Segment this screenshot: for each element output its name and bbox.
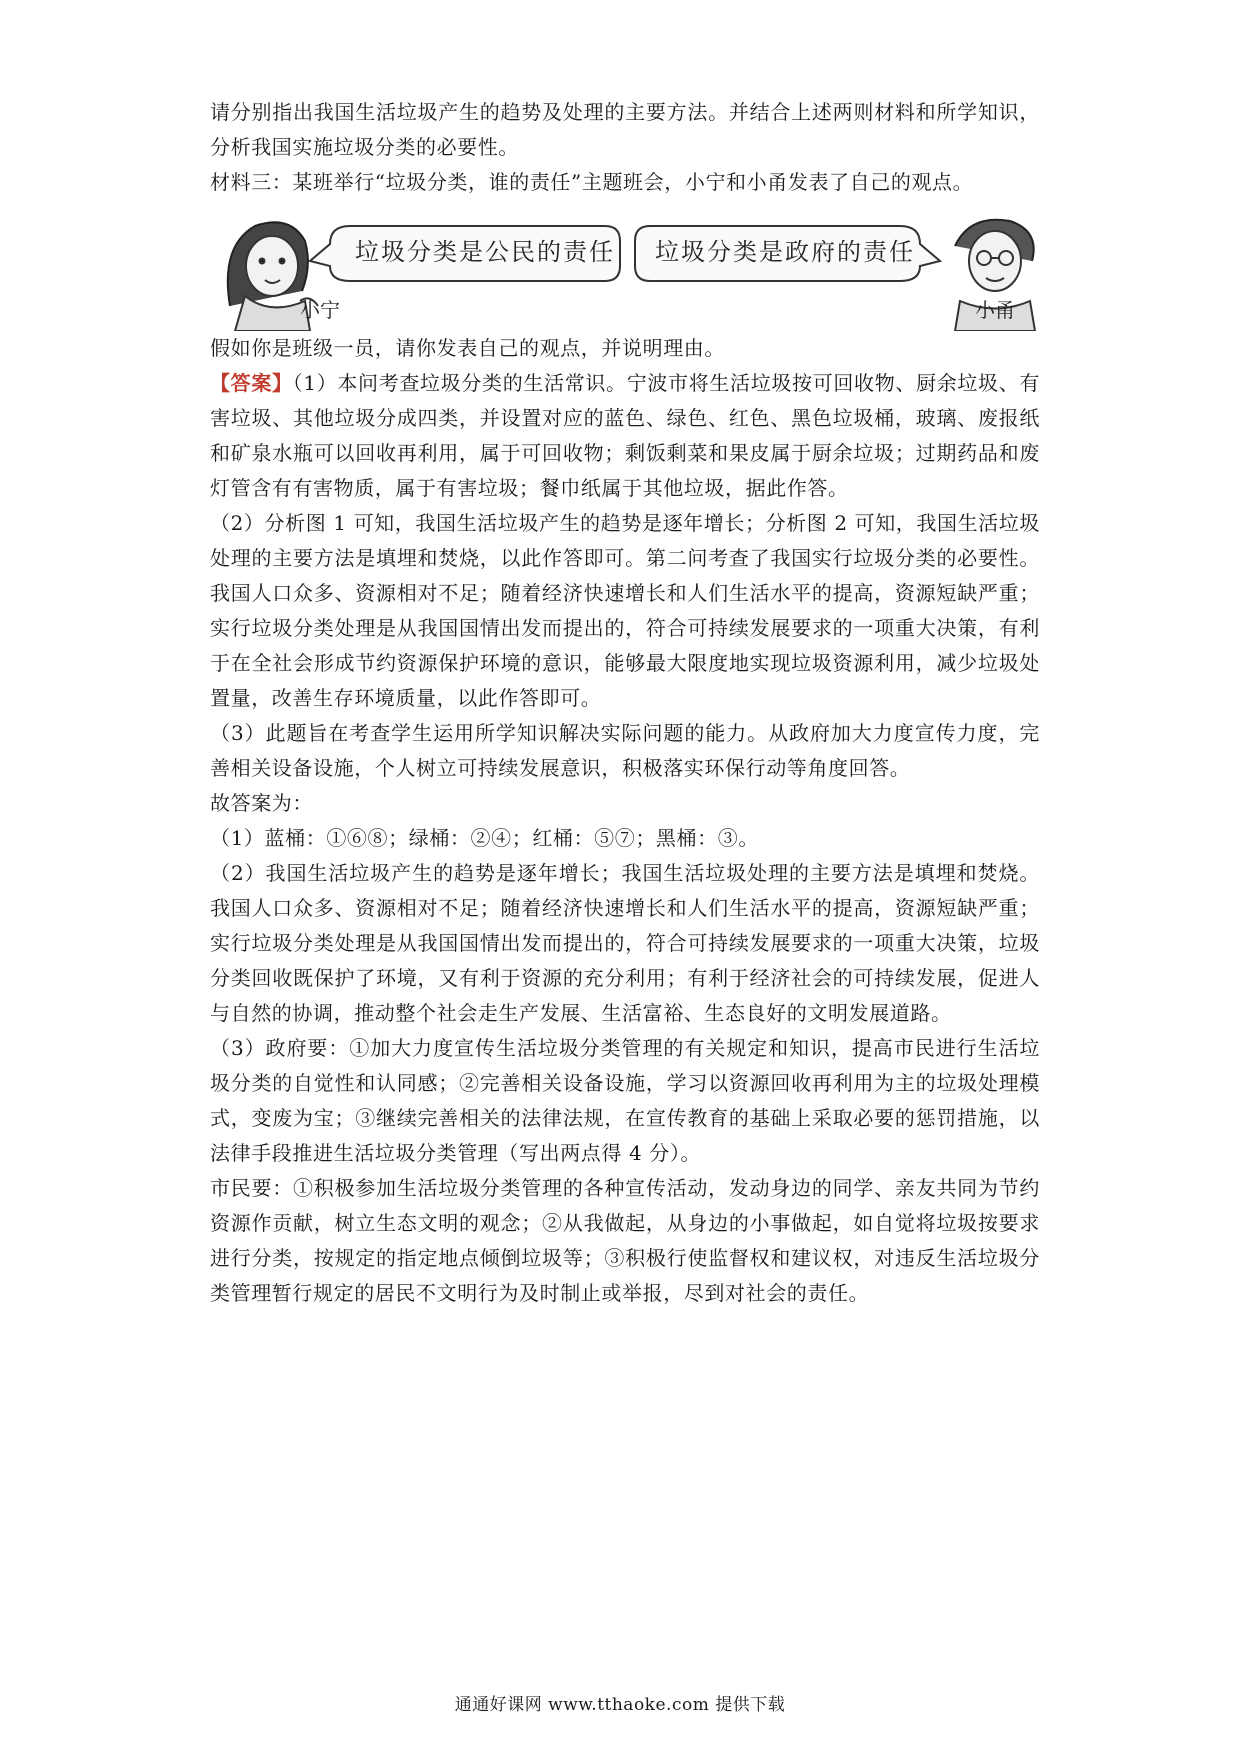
right-bubble-text: 垃圾分类是政府的责任 xyxy=(655,238,915,266)
answer-part1 xyxy=(210,366,1040,506)
final-answer-2: （2）我国生活垃圾产生的趋势是逐年增长；我国生活垃圾处理的主要方法是填埋和焚烧。我国人口众多、资源相对不足；随着经济快速增长和人们生活水平的提高，资源短缺严重；实行垃圾分类处理是从我国国情出发而提出的，符合可持续发展要求的一项重大决策，垃圾分类回收既保护了环境，又有利于资源的充分利用；有利于经济社会的可持续发展，促进人与自然的协调，推动整个社会走生产发展、生活富裕、生态良好的文明发展道路。 xyxy=(210,861,1040,1025)
prompt-text: 假如你是班级一员，请你发表自己的观点，并说明理由。 xyxy=(210,336,725,360)
document-content xyxy=(210,95,1040,1311)
answer-label: 【答案】 xyxy=(210,371,293,395)
left-name-label: 小宁 xyxy=(300,298,340,322)
material-three: 材料三：某班举行“垃圾分类，谁的责任”主题班会，小宁和小甬发表了自己的观点。 xyxy=(210,170,974,194)
answer-part3: （3）此题旨在考查学生运用所学知识解决实际问题的能力。从政府加大力度宣传力度，完善相关设备设施，个人树立可持续发展意识，积极落实环保行动等角度回答。 xyxy=(210,721,1040,780)
right-name-label: 小甬 xyxy=(975,298,1015,322)
page-footer: 通通好课网 www.tthaoke.com 提供下载 xyxy=(454,1695,786,1715)
final-answer-1: （1）蓝桶：①⑥⑧；绿桶：②④；红桶：⑤⑦；黑桶：③。 xyxy=(210,826,759,850)
conclusion-label: 故答案为： xyxy=(210,791,313,815)
left-bubble-text: 垃圾分类是公民的责任 xyxy=(355,238,615,266)
final-answer-3-government: （3）政府要：①加大力度宣传生活垃圾分类管理的有关规定和知识，提高市民进行生活垃圾分类的自觉性和认同感；②完善相关设备设施，学习以资源回收再利用为主的垃圾处理模式，变废为宝；③继续完善相关的法律法规，在宣传教育的基础上采取必要的惩罚措施，以法律手段推进生活垃圾分类管理（写出两点得 4 分）。 xyxy=(210,1036,1040,1165)
question-text: 请分别指出我国生活垃圾产生的趋势及处理的主要方法。并结合上述两则材料和所学知识，分析我国实施垃圾分类的必要性。 xyxy=(210,100,1040,159)
answer-part1-text: （1）本问考查垃圾分类的生活常识。宁波市将生活垃圾按可回收物、厨余垃圾、有害垃圾、其他垃圾分成四类，并设置对应的蓝色、绿色、红色、黑色垃圾桶，玻璃、废报纸和矿泉水瓶可以回收再利用，属于可回收物；剩饭剩菜和果皮属于厨余垃圾；过期药品和废灯管含有有害物质，属于有害垃圾；餐巾纸属于其他垃圾，据此作答。 xyxy=(210,371,1040,500)
final-answer-3-citizen: 市民要：①积极参加生活垃圾分类管理的各种宣传活动，发动身边的同学、亲友共同为节约资源作贡献，树立生态文明的观念；②从我做起，从身边的小事做起，如自觉将垃圾按要求进行分类，按规定的指定地点倾倒垃圾等；③积极行使监督权和建议权，对违反生活垃圾分类管理暂行规定的居民不文明行为及时制止或举报，尽到对社会的责任。 xyxy=(210,1176,1040,1305)
answer-part2: （2）分析图 1 可知，我国生活垃圾产生的趋势是逐年增长；分析图 2 可知，我国生活垃圾处理的主要方法是填埋和焚烧，以此作答即可。第二问考查了我国实行垃圾分类的必要性。我国人口众多、资源相对不足；随着经济快速增长和人们生活水平的提高，资源短缺严重；实行垃圾分类处理是从我国国情出发而提出的，符合可持续发展要求的一项重大决策，有利于在全社会形成节约资源保护环境的意识，能够最大限度地实现垃圾资源利用，减少垃圾处置量，改善生存环境质量，以此作答即可。 xyxy=(210,511,1041,710)
cartoon-illustration xyxy=(210,206,1040,331)
